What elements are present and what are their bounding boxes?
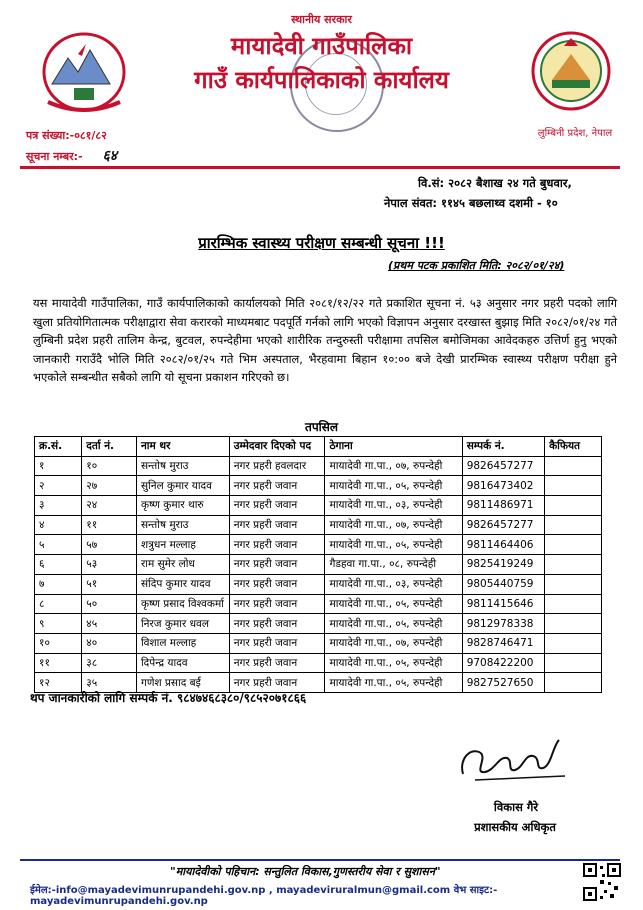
cell-contact: 9826457277 xyxy=(462,456,544,476)
col-remarks: कैफियत xyxy=(545,437,602,457)
qr-code-icon xyxy=(582,862,622,902)
cell-contact: 9811486971 xyxy=(462,496,544,516)
contact-info: थप जानकारीको लागि सम्पर्क नं. ९८४७४६८३८०/९८५२०७१८६६ xyxy=(30,691,307,705)
cell-name: राम सुमेर लोध xyxy=(136,555,229,575)
date-bikram-sambat: वि.सं: २०८२ बैशाख २४ गते बुधवार, xyxy=(418,176,572,190)
cell-address: मायादेवी गा.पा., ०७, रुपन्देही xyxy=(325,515,462,535)
cell-remarks xyxy=(545,673,602,693)
cell-post: नगर प्रहरी हवलदार xyxy=(229,456,325,476)
cell-sn: ९ xyxy=(35,614,82,634)
cell-remarks xyxy=(545,653,602,673)
table-row xyxy=(35,496,602,516)
cell-post: नगर प्रहरी जवान xyxy=(229,653,325,673)
cell-contact: 9811464406 xyxy=(462,535,544,555)
cell-reg-no: ११ xyxy=(82,515,137,535)
cell-post: नगर प्रहरी जवान xyxy=(229,594,325,614)
cell-remarks xyxy=(545,633,602,653)
cell-address: मायादेवी गा.पा., ०५, रुपन्देही xyxy=(325,614,462,634)
cell-post: नगर प्रहरी जवान xyxy=(229,515,325,535)
cell-address: मायादेवी गा.पा., ०३, रुपन्देही xyxy=(325,574,462,594)
cell-name: निरज कुमार धवल xyxy=(136,614,229,634)
cell-remarks xyxy=(545,456,602,476)
cell-remarks xyxy=(545,476,602,496)
cell-name: संदिप कुमार यादव xyxy=(136,574,229,594)
cell-post: नगर प्रहरी जवान xyxy=(229,555,325,575)
cell-contact: 9805440759 xyxy=(462,574,544,594)
signatory-name: विकास गैरे xyxy=(493,800,539,814)
notice-body: यस मायादेवी गाउँपालिका, गाउँ कार्यपालिकाको कार्यालयको मिति २०८१/१२/२२ गते प्रकाशित सूचना नं. ५३ अनुसार नगर प्रहरी पदको लागि खुला प्रतियोगितात्मक परीक्षाद्वारा सेवा करारको माध्यमबाट पदपूर्ति गर्नको लागि भएको विज्ञापन अनुसार दरखास्त बुझाइ मिति २०८२/०१/२४ गते लुम्बिनी प्रदेश प्रहरी तालिम केन्द्र, बुटवल, रुपन्देहीमा भएको शारीरिक तन्दुरुस्ती परीक्षामा तपसिल बमोजिमका आवेदकहरु उत्तिर्ण हुनु भएको जानकारी गराउँदै भोलि मिति २०८२/०१/२५ गते भिम अस्पताल, भैरहवामा बिहान १०:०० बजे देखी प्रारम्भिक स्वास्थ्य परीक्षण परीक्षा हुने भएकोले सम्बन्धीत सबैको लागि यो सूचना प्रकाशन गरिएको छ। xyxy=(33,296,617,384)
cell-remarks xyxy=(545,614,602,634)
cell-reg-no: ४० xyxy=(82,633,137,653)
table-row xyxy=(35,476,602,496)
candidate-table xyxy=(34,436,602,693)
reference-number: पत्र संख्या:-०८१/८२ xyxy=(26,129,107,142)
cell-address: मायादेवी गा.पा., ०७, रुपन्देही xyxy=(325,633,462,653)
cell-post: नगर प्रहरी जवान xyxy=(229,673,325,693)
notice-subject: प्रारम्भिक स्वास्थ्य परीक्षण सम्बन्धी सूचना !!! xyxy=(198,234,445,252)
table-row xyxy=(35,653,602,673)
cell-contact: 9827527650 xyxy=(462,673,544,693)
cell-name: सुनिल कुमार यादव xyxy=(136,476,229,496)
cell-address: मायादेवी गा.पा., ०५, रुपन्देही xyxy=(325,535,462,555)
cell-remarks xyxy=(545,496,602,516)
cell-reg-no: ५३ xyxy=(82,555,137,575)
footer-contact-line: ईमेल:-info@mayadevimunrupandehi.gov.np , mayadeviruralmun@gmail.com वेभ साइट:-mayadevimunrupandehi.gov.np xyxy=(30,885,498,907)
cell-contact: 9811415646 xyxy=(462,594,544,614)
cell-remarks xyxy=(545,515,602,535)
cell-post: नगर प्रहरी जवान xyxy=(229,614,325,634)
cell-name: कृष्ण कुमार थारु xyxy=(136,496,229,516)
published-date: (प्रथम पटक प्रकाशित मिति: २०८२/०१/२४) xyxy=(388,259,565,272)
cell-name: दिपेन्द्र यादव xyxy=(136,653,229,673)
signatory-role: प्रशासकीय अधिकृत xyxy=(474,820,556,834)
cell-post: नगर प्रहरी जवान xyxy=(229,574,325,594)
cell-reg-no: ५० xyxy=(82,594,137,614)
cell-address: मायादेवी गा.पा., ०५, रुपन्देही xyxy=(325,594,462,614)
cell-reg-no: ५१ xyxy=(82,574,137,594)
cell-post: नगर प्रहरी जवान xyxy=(229,476,325,496)
cell-sn: १ xyxy=(35,456,82,476)
cell-sn: ५ xyxy=(35,535,82,555)
cell-post: नगर प्रहरी जवान xyxy=(229,496,325,516)
cell-remarks xyxy=(545,594,602,614)
cell-name: गणेश प्रसाद बर्ई xyxy=(136,673,229,693)
municipality-name: मायादेवी गाउँपालिका xyxy=(230,32,413,60)
cell-sn: १० xyxy=(35,633,82,653)
footer-motto: "मायादेवीको पहिचान: सन्तुलित विकास,गुणस्तरीय सेवा र सुशासन" xyxy=(170,865,441,878)
header-divider xyxy=(20,166,620,169)
table-row xyxy=(35,515,602,535)
cell-sn: ३ xyxy=(35,496,82,516)
cell-remarks xyxy=(545,535,602,555)
cell-name: सन्तोष मुराउ xyxy=(136,456,229,476)
cell-reg-no: ५७ xyxy=(82,535,137,555)
table-row xyxy=(35,633,602,653)
cell-reg-no: २४ xyxy=(82,496,137,516)
cell-address: गैडहवा गा.पा., ०८, रुपन्देही xyxy=(325,555,462,575)
cell-reg-no: १० xyxy=(82,456,137,476)
cell-sn: ६ xyxy=(35,555,82,575)
cell-post: नगर प्रहरी जवान xyxy=(229,633,325,653)
date-nepal-sambat: नेपाल संवत: ११४५ बछलाथ्व दशमी - १० xyxy=(384,196,558,210)
cell-contact: 9816473402 xyxy=(462,476,544,496)
cell-contact: 9708422200 xyxy=(462,653,544,673)
cell-contact: 9828746471 xyxy=(462,633,544,653)
col-name: नाम थर xyxy=(136,437,229,457)
cell-name: विशाल मल्लाह xyxy=(136,633,229,653)
notice-number-handwritten: ६४ xyxy=(102,148,118,164)
col-reg-no: दर्ता नं. xyxy=(82,437,137,457)
cell-name: शत्रुधन मल्लाह xyxy=(136,535,229,555)
cell-reg-no: २७ xyxy=(82,476,137,496)
municipality-logo xyxy=(530,30,612,112)
notice-number-label: सूचना नम्बर:- xyxy=(26,150,83,163)
table-caption: तपसिल xyxy=(304,420,338,434)
col-address: ठेगाना xyxy=(325,437,462,457)
notice-number xyxy=(26,146,117,165)
col-sn: क्र.सं. xyxy=(35,437,82,457)
cell-remarks xyxy=(545,555,602,575)
province-label: लुम्बिनी प्रदेश, नेपाल xyxy=(537,128,613,139)
cell-contact: 9826457277 xyxy=(462,515,544,535)
cell-name: सन्तोष मुराउ xyxy=(136,515,229,535)
cell-address: मायादेवी गा.पा., ०५, रुपन्देही xyxy=(325,653,462,673)
table-row xyxy=(35,535,602,555)
cell-sn: २ xyxy=(35,476,82,496)
cell-sn: ७ xyxy=(35,574,82,594)
cell-address: मायादेवी गा.पा., ०५, रुपन्देही xyxy=(325,673,462,693)
table-header-row xyxy=(35,437,602,457)
cell-remarks xyxy=(545,574,602,594)
cell-sn: ११ xyxy=(35,653,82,673)
cell-address: मायादेवी गा.पा., ०७, रुपन्देही xyxy=(325,456,462,476)
office-name: गाउँ कार्यपालिकाको कार्यालय xyxy=(194,66,449,94)
cell-reg-no: ३८ xyxy=(82,653,137,673)
table-row xyxy=(35,614,602,634)
nepal-emblem-logo xyxy=(38,28,130,114)
footer-divider xyxy=(20,859,620,861)
col-post: उम्मेदवार दिएको पद xyxy=(229,437,325,457)
cell-contact: 9812978338 xyxy=(462,614,544,634)
cell-reg-no: ३५ xyxy=(82,673,137,693)
col-contact: सम्पर्क नं. xyxy=(462,437,544,457)
cell-address: मायादेवी गा.पा., ०३, रुपन्देही xyxy=(325,496,462,516)
cell-sn: ८ xyxy=(35,594,82,614)
table-row xyxy=(35,555,602,575)
cell-reg-no: ४५ xyxy=(82,614,137,634)
table-row xyxy=(35,456,602,476)
cell-name: कृष्ण प्रसाद विश्वकर्मा xyxy=(136,594,229,614)
table-row xyxy=(35,594,602,614)
signature-image xyxy=(455,730,575,790)
cell-sn: ४ xyxy=(35,515,82,535)
table-row xyxy=(35,574,602,594)
cell-post: नगर प्रहरी जवान xyxy=(229,535,325,555)
cell-address: मायादेवी गा.पा., ०५, रुपन्देही xyxy=(325,476,462,496)
cell-contact: 9825419249 xyxy=(462,555,544,575)
local-government-label: स्थानीय सरकार xyxy=(291,13,352,26)
cell-sn: १२ xyxy=(35,673,82,693)
